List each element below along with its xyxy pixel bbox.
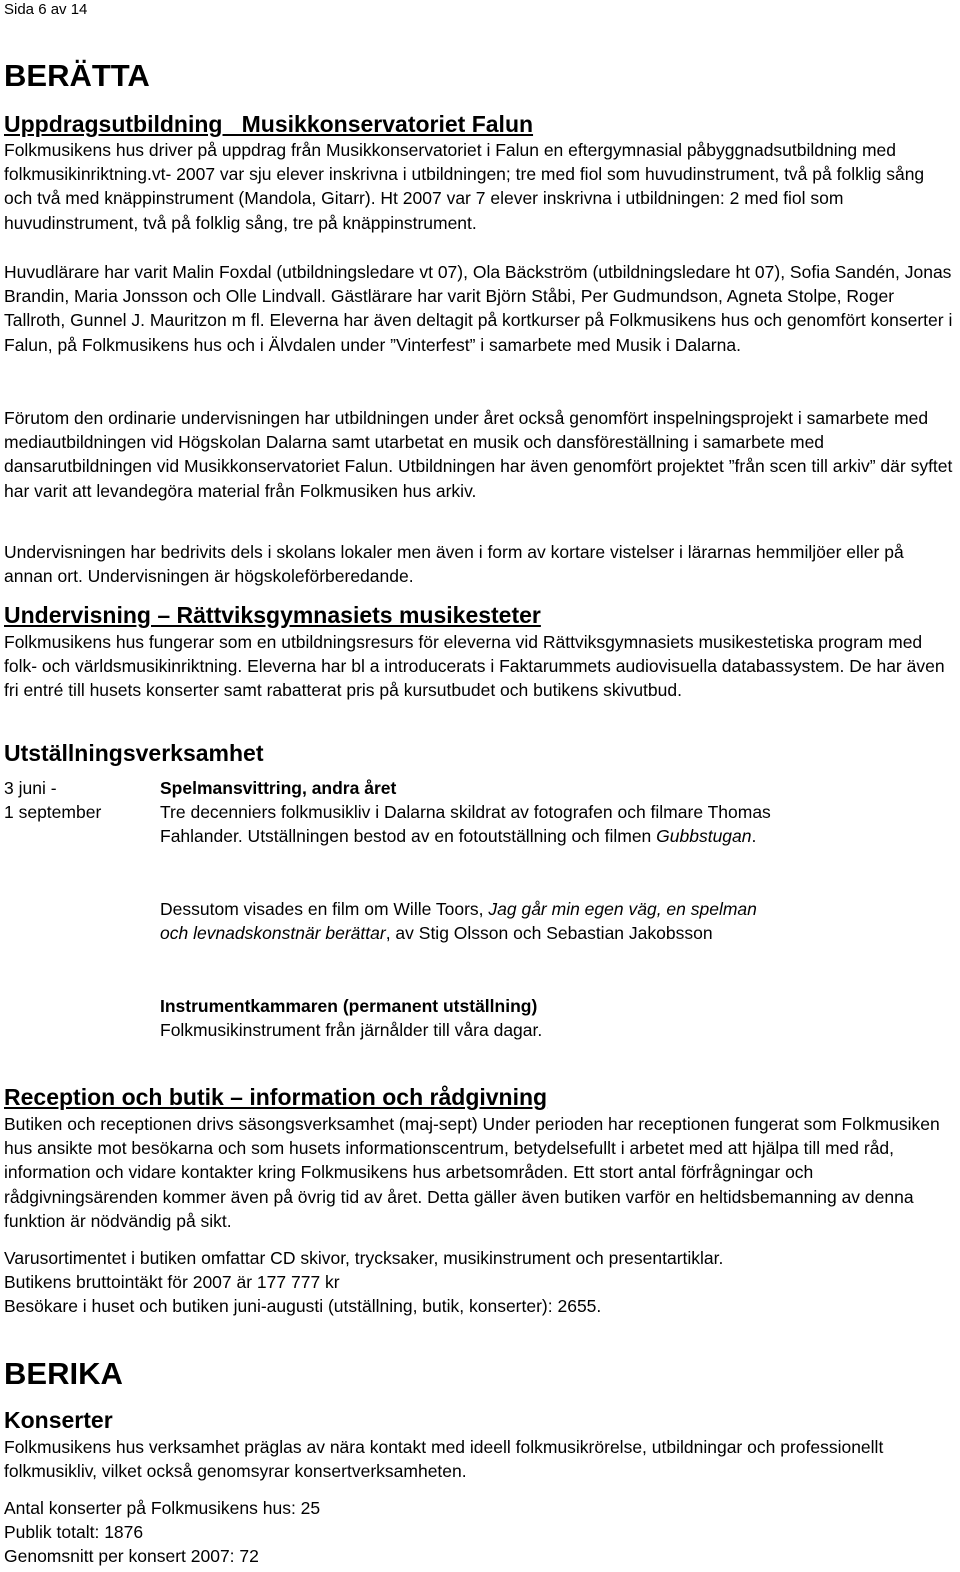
- section-title-beratta: BERÄTTA: [4, 58, 150, 93]
- paragraph: Huvudlärare har varit Malin Foxdal (utbildningsledare vt 07), Ola Bäckström (utbildningsledare ht 07), Sofia Sandén, Jonas Brandin, Maria Jonsson och Olle Lindvall. Gästlärare har varit Björn Ståbi, Per Gudmundson, Agneta Stolpe, Roger Tallroth, Gunnel J. Mauritzon m fl. Eleverna har även deltagit på kortkurser på Folkmusikens hus och genomfört konserter i Falun, på Folkmusikens hus och i Älvdalen under ”Vinterfest” i samarbete med Musik i Dalarna.: [4, 262, 953, 355]
- paragraph: Publik totalt: 1876: [4, 1522, 144, 1542]
- exhibition-3: [160, 994, 780, 1042]
- exhibition-description: Tre decenniers folkmusikliv i Dalarna skildrat av fotografen och filmare Thomas Fahlander. Utställningen bestod av en fotoutställning och filmen Gubbstugan.: [160, 802, 771, 847]
- exhibition-date-end: 1 september: [4, 802, 102, 822]
- exhibition-title: Instrumentkammaren (permanent utställning): [160, 996, 538, 1016]
- exhibition-1: [160, 776, 780, 849]
- paragraph: Folkmusikens hus fungerar som en utbildningsresurs för eleverna vid Rättviksgymnasiets musikestetiska program med folk- och världsmusikinriktning. Eleverna har bl a introducerats i Faktarummets audiovisuella databassystem. De har även fri entré till husets konserter samt rabatterat pris på kursutbudet och butikens skivutbud.: [4, 632, 945, 701]
- paragraph: Genomsnitt per konsert 2007: 72: [4, 1546, 259, 1566]
- exhibition-title: Spelmansvittring, andra året: [160, 778, 397, 798]
- exhibition-2: [160, 897, 780, 945]
- paragraph: Folkmusikens hus verksamhet präglas av nära kontakt med ideell folkmusikrörelse, utbildningar och professionellt folkmusikliv, vilket också genomsyrar konsertverksamheten.: [4, 1437, 884, 1482]
- paragraph: Undervisningen har bedrivits dels i skolans lokaler men även i form av kortare vistelser i lärarnas hemmiljöer eller på annan ort. Undervisningen är högskoleförberedande.: [4, 542, 904, 587]
- paragraph: Varusortimentet i butiken omfattar CD skivor, trycksaker, musikinstrument och presentartiklar.: [4, 1248, 724, 1268]
- section-title-berika: BERIKA: [4, 1356, 123, 1391]
- paragraph: Antal konserter på Folkmusikens hus: 25: [4, 1498, 321, 1518]
- heading-konserter: Konserter: [4, 1407, 113, 1433]
- exhibition-date-start: 3 juni -: [4, 778, 57, 798]
- heading-uppdragsutbildning: Uppdragsutbildning Musikkonservatoriet Falun: [4, 111, 534, 137]
- film-title: Jag går min egen väg, en spelman och levnadskonstnär berättar: [160, 899, 757, 944]
- heading-utstallningsverksamhet: Utställningsverksamhet: [4, 740, 264, 766]
- exhibition-description: Dessutom visades en film om Wille Toors, Jag går min egen väg, en spelman och levnadskonstnär berättar, av Stig Olsson och Sebastian Jakobsson: [160, 899, 757, 944]
- exhibition-description: Folkmusikinstrument från järnålder till våra dagar.: [160, 1020, 543, 1041]
- paragraph: Besökare i huset och butiken juni-augusti (utställning, butik, konserter): 2655.: [4, 1296, 602, 1316]
- page-number: Sida 6 av 14: [4, 1, 88, 18]
- film-title: Gubbstugan: [656, 826, 752, 847]
- heading-reception-butik: Reception och butik – information och rådgivning: [4, 1084, 548, 1110]
- paragraph: Butikens bruttointäkt för 2007 är 177 777 kr: [4, 1272, 340, 1292]
- paragraph: Folkmusikens hus driver på uppdrag från Musikkonservatoriet i Falun en eftergymnasial påbyggnadsutbildning med folkmusikinriktning.vt- 2007 var sju elever inskrivna i utbildningen; tre med fiol som huvudinstrument, två på folklig sång och två med knäppinstrument (Mandola, Gitarr). Ht 2007 var 7 elever inskrivna i utbildningen: 2 med fiol som huvudinstrument, två på folklig sång, tre på knäppinstrument.: [4, 140, 925, 233]
- heading-undervisning: Undervisning – Rättviksgymnasiets musikesteter: [4, 602, 541, 628]
- paragraph: Butiken och receptionen drivs säsongsverksamhet (maj-sept) Under perioden har receptionen fungerat som Folkmusiken hus ansikte mot besökarna och som husets informationscentrum, betydelsefullt i arbetet med att hjälpa till med råd, information och vidare kontakter kring Folkmusikens hus arbetsområden. Ett stort antal förfrågningar och rådgivningsärenden kommer även på övrig tid av året. Detta gäller även butiken varför en heltidsbemanning av denna funktion är nödvändig på sikt.: [4, 1114, 940, 1231]
- paragraph: Förutom den ordinarie undervisningen har utbildningen under året också genomfört inspelningsprojekt i samarbete med mediautbildningen vid Högskolan Dalarna samt utarbetat en musik och dansföreställning i samarbete med dansarutbildningen vid Musikkonservatoriet Falun. Utbildningen har även genomfört projektet ”från scen till arkiv” där syftet har varit att levandegöra material från Folkmusiken hus arkiv.: [4, 408, 953, 501]
